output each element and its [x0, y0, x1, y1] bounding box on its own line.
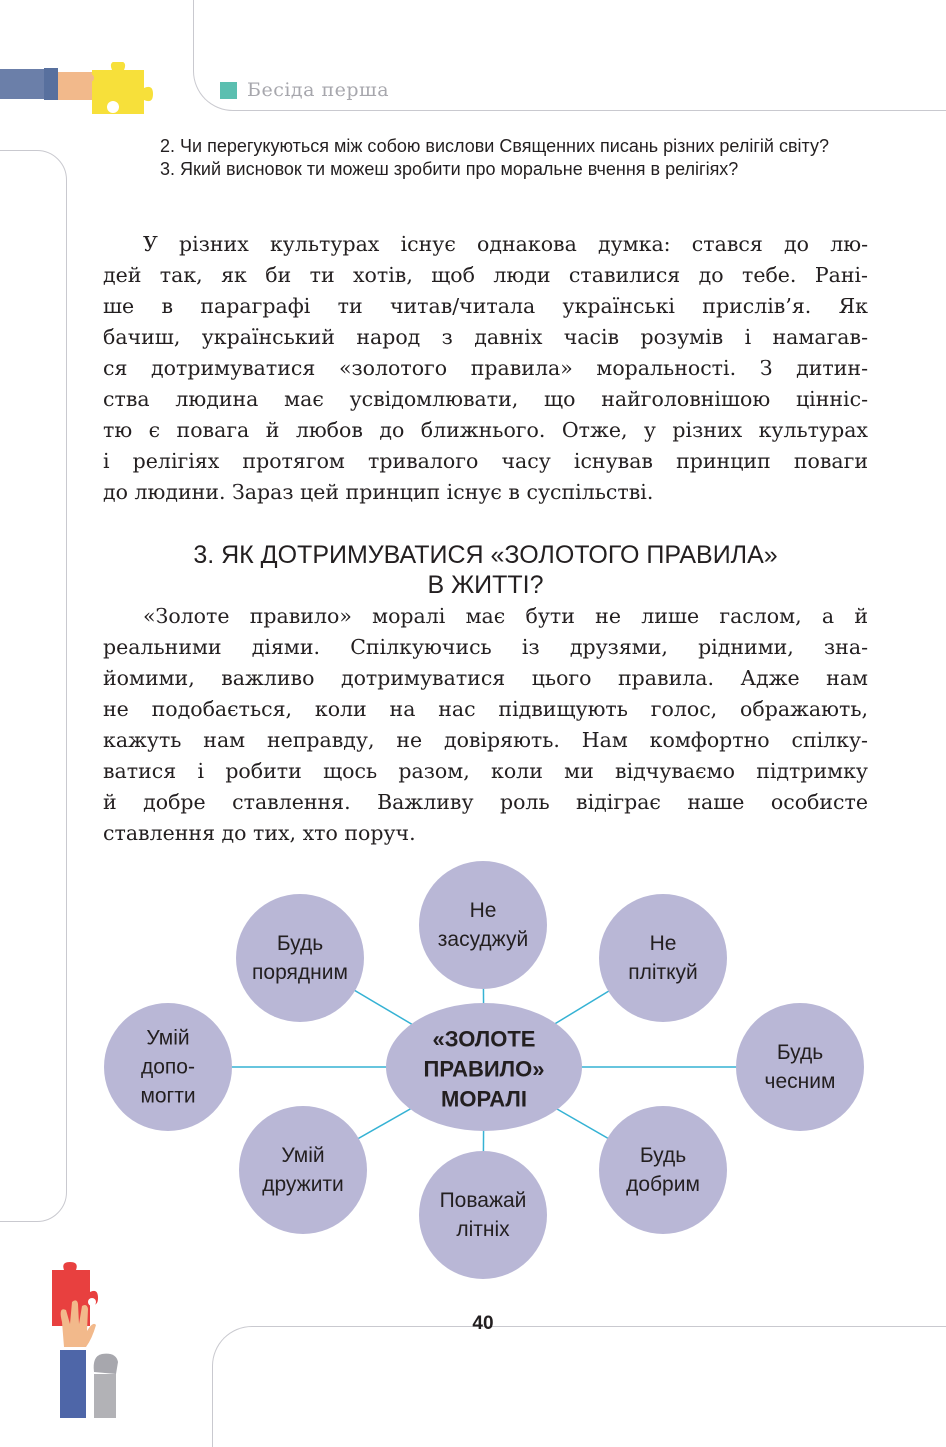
paragraph-1-line: і релігіях протягом тривалого часу існував принцип поваги — [103, 449, 868, 473]
rule-node-label: Будь — [639, 1144, 687, 1167]
rule-node-label: Умій — [281, 1144, 325, 1167]
rule-node-label: засуджуй — [437, 928, 529, 951]
paragraph-2-line: реальними діями. Спілкуючись із друзями, рідними, зна- — [103, 635, 868, 659]
question-3: 3. Який висновок ти можеш зробити про моральне вчення в релігіях? — [160, 159, 739, 179]
paragraph-1-line: до людини. Зараз цей принцип існує в суспільстві. — [103, 480, 654, 504]
paragraph-2-line: йомими, важливо дотримуватися цього правила. Адже нам — [103, 666, 868, 690]
center-label: «ЗОЛОТЕ — [432, 1026, 536, 1052]
section-heading-line-1: 3. ЯК ДОТРИМУВАТИСЯ «ЗОЛОТОГО ПРАВИЛА» — [193, 541, 778, 569]
paragraph-1-line: ства людина має усвідомлювати, що найголовнішою цінніс- — [103, 387, 868, 411]
paragraph-2-line: ватися і робити щось разом, коли ми відчуваємо підтримку — [103, 759, 868, 783]
center-label: МОРАЛІ — [441, 1086, 527, 1112]
rule-node-label: добрим — [626, 1173, 700, 1196]
hands-puzzle-illustration — [40, 1262, 130, 1418]
rule-node-label: Поважай — [439, 1189, 527, 1212]
rule-node-label: Не — [469, 899, 497, 922]
rule-node-label: Умій — [146, 1026, 190, 1050]
rule-node-label: могти — [140, 1084, 196, 1108]
rule-node-label: допо- — [141, 1055, 195, 1079]
rule-node-label: порядним — [252, 961, 348, 984]
center-label: ПРАВИЛО» — [423, 1056, 545, 1082]
rule-node-circle — [599, 894, 727, 1022]
paragraph-2-line: ставлення до тих, хто поруч. — [103, 821, 416, 845]
question-2: 2. Чи перегукуються між собою вислови Священних писань різних релігій світу? — [160, 136, 829, 156]
rule-node-circle — [736, 1003, 864, 1131]
paragraph-2-line: кажуть нам неправду, не довіряють. Нам комфортно спілку- — [103, 728, 868, 752]
paragraph-1-line: тю є повага й любов до ближнього. Отже, у різних культурах — [103, 418, 868, 442]
chapter-title: Бесіда перша — [247, 79, 390, 101]
paragraph-2-line: «Золоте правило» моралі має бути не лише гаслом, а й — [143, 604, 868, 628]
rule-node-label: Не — [649, 932, 677, 955]
paragraph-1-line: ся дотримуватися «золотого правила» моральності. З дитин- — [103, 356, 868, 380]
rule-node-circle — [236, 894, 364, 1022]
paragraph-1-line: ше в параграфі ти читав/читала українські прислів’я. Як — [103, 294, 868, 318]
section-heading-line-2: В ЖИТТІ? — [427, 571, 544, 599]
rule-node-circle — [239, 1106, 367, 1234]
paragraph-2-line: й добре ставлення. Важливу роль відіграє наше особисте — [103, 790, 868, 814]
rule-node-circle — [419, 861, 547, 989]
rule-node-label: Будь — [776, 1041, 824, 1064]
rule-node-label: літніх — [456, 1218, 510, 1241]
rule-node-label: чесним — [764, 1070, 836, 1093]
paragraph-1-line: бачиш, український народ з давніх часів розумів і намагав- — [103, 325, 868, 349]
rule-node-circle — [419, 1151, 547, 1279]
page-number: 40 — [472, 1313, 494, 1334]
rule-node-label: Будь — [276, 932, 324, 955]
rule-node-circle — [599, 1106, 727, 1234]
paragraph-1-line: дей так, як би ти хотів, щоб люди ставилися до тебе. Рані- — [103, 263, 868, 287]
paragraph-1-line: У різних культурах існує однакова думка: стався до лю- — [143, 232, 868, 256]
paragraph-2-line: не подобається, коли на нас підвищують голос, ображають, — [103, 697, 868, 721]
rule-node-label: пліткуй — [628, 961, 698, 984]
rule-node-label: дружити — [262, 1173, 344, 1196]
